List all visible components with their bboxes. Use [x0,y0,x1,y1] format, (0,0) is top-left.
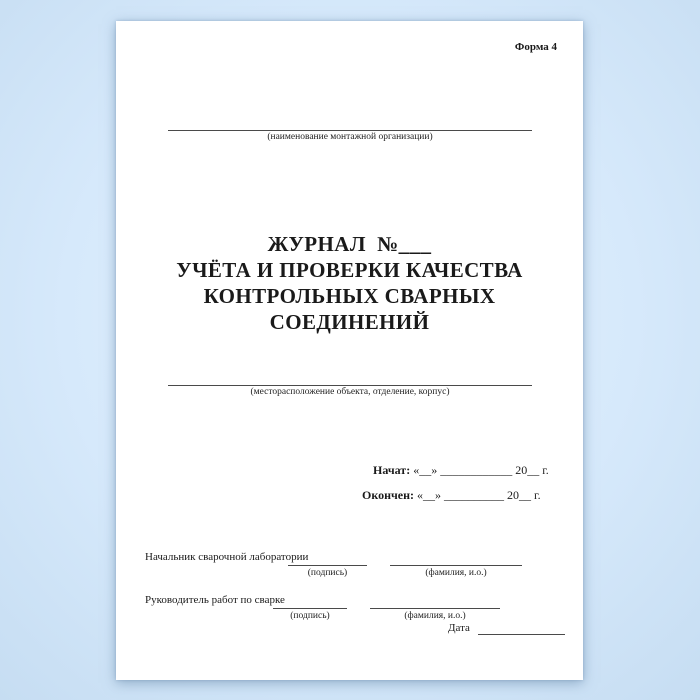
date-blank [478,634,565,635]
object-location-caption: (месторасположение объекта, отделение, корпус) [250,387,450,397]
journal-title-line-3: КОНТРОЛЬНЫХ СВАРНЫХ [203,284,496,308]
started-date-blank: «__» ____________ 20__ г. [413,463,549,477]
finished-label: Окончен: [362,488,415,502]
welding-supervisor-signature-blank [273,608,347,609]
finished-date-blank: «__» __________ 20__ г. [417,488,541,502]
organization-name-blank [168,130,532,142]
date-label: Дата [448,622,470,634]
welding-lab-head-label: Начальник сварочной лаборатории [145,551,309,563]
object-location-blank [168,385,532,397]
started-date-row [373,463,549,478]
signature-caption: (подпись) [290,611,330,621]
name-caption: (фамилия, и.о.) [404,611,466,621]
journal-title-line-4: СОЕДИНЕНИЙ [269,310,430,334]
name-caption: (фамилия, и.о.) [425,568,487,578]
signature-caption: (подпись) [307,568,348,578]
journal-title [116,231,583,335]
welding-lab-head-signature-blank [288,565,367,566]
organization-name-caption: (наименование монтажной организации) [267,132,433,142]
journal-cover-page [116,21,583,680]
journal-title-line-1: ЖУРНАЛ №___ [267,232,432,256]
started-label: Начат: [373,463,411,477]
welding-lab-head-name-blank [390,565,522,566]
finished-date-row [362,488,541,503]
welding-supervisor-name-blank [370,608,500,609]
form-number-label: Форма 4 [514,41,557,53]
welding-supervisor-label: Руководитель работ по сварке [145,594,285,606]
journal-title-line-2: УЧЁТА И ПРОВЕРКИ КАЧЕСТВА [176,258,523,282]
